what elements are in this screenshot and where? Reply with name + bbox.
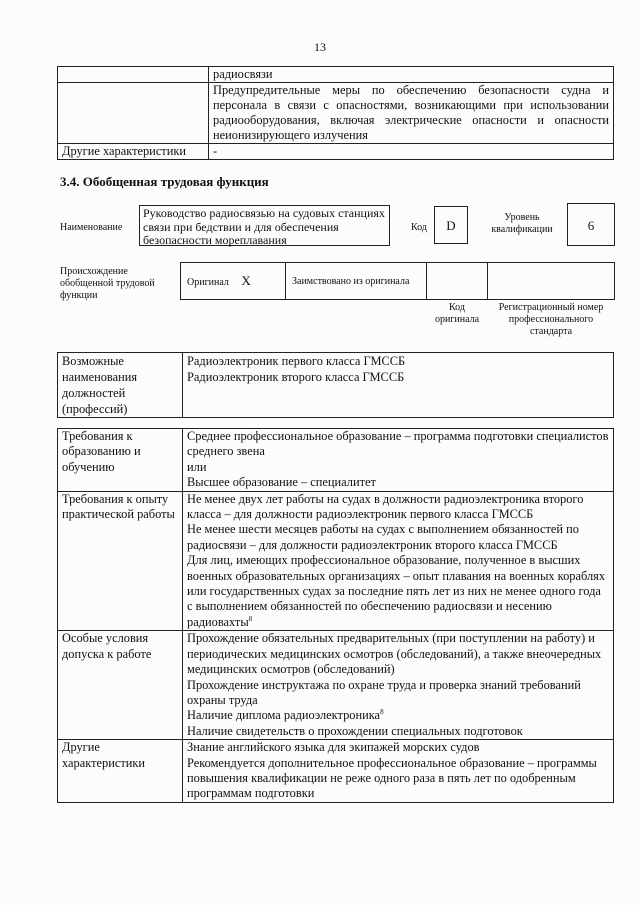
possible-positions-table bbox=[57, 352, 614, 418]
qualification-level-label: Уровень квалификации bbox=[491, 212, 553, 235]
text-line: Рекомендуется дополнительное профессиональное образование – программы повышения квалификации не реже одного раза в пять лет по одобренным программам подготовки bbox=[187, 755, 597, 801]
experience-values bbox=[183, 491, 614, 631]
text-line: Знание английского языка для экипажей морских судов bbox=[187, 740, 480, 755]
requirements-table bbox=[57, 428, 614, 803]
function-name-box: Руководство радиосвязью на судовых станциях связи при бедствии и для обеспечения безопасности мореплавания bbox=[139, 205, 390, 246]
qualification-level-box: 6 bbox=[567, 203, 615, 246]
page-number: 13 bbox=[314, 40, 326, 54]
code-box: D bbox=[434, 206, 468, 244]
origin-code-caption: Код оригинала bbox=[434, 302, 480, 325]
original-label: Оригинал bbox=[187, 277, 229, 288]
position-item: Радиоэлектроник второго класса ГМССБ bbox=[187, 370, 405, 384]
text-line: Для лиц, имеющих профессиональное образование, полученное в высших военных образовательных организациях – опыт плавания на военных кораблях или государственных судах за последние пять лет из них не менее одного года с выполнением обязанностей по обеспечению радиосвязи и несению радиовахты$^8$ bbox=[187, 553, 606, 629]
registration-number-caption: Регистрационный номер профессионального стандарта bbox=[498, 302, 604, 337]
text-line: Прохождение инструктажа по охране труда и проверка знаний требований охраны труда bbox=[187, 677, 581, 707]
other-characteristics-label: Другие характеристики bbox=[58, 144, 209, 160]
table-cell: Предупредительные меры по обеспечению безопасности судна и персонала в связи с опасностями, возникающими при использовании радиооборудования, включая электрические опасности и опасности неионизирующего излучения bbox=[209, 83, 614, 144]
origin-label: Происхождение обобщенной трудовой функции bbox=[60, 266, 155, 301]
positions-label: Возможные наименования должностей (профессий) bbox=[58, 353, 183, 418]
table-row bbox=[58, 429, 614, 492]
text-line: Наличие диплома радиоэлектроника$^8$ bbox=[187, 708, 384, 723]
other-characteristics-value: - bbox=[209, 144, 614, 160]
section-title: 3.4. Обобщенная трудовая функция bbox=[60, 174, 269, 189]
special-conditions-label: Особые условия допуска к работе bbox=[58, 631, 183, 740]
footnote-marker: 8 bbox=[380, 708, 384, 717]
original-mark: X bbox=[241, 273, 251, 288]
table-row bbox=[58, 740, 614, 803]
table-cell bbox=[58, 67, 209, 83]
code-label: Код bbox=[411, 222, 427, 233]
experience-label: Требования к опыту практической работы bbox=[58, 491, 183, 631]
table-row bbox=[58, 67, 614, 83]
text-line: Не менее шести месяцев работы на судах с выполнением обязанностей по радиосвязи – для должности радиоэлектроник второго класса ГМССБ bbox=[187, 522, 579, 552]
special-conditions-values bbox=[183, 631, 614, 740]
origin-code-cell bbox=[427, 263, 488, 300]
origin-reg-cell bbox=[488, 263, 615, 300]
text-line: Не менее двух лет работы на судах в должности радиоэлектроника второго класса – для должности радиоэлектроник первого класса ГМССБ bbox=[187, 491, 584, 522]
name-label: Наименование bbox=[60, 222, 123, 233]
positions-values bbox=[183, 353, 614, 418]
text-line: Наличие свидетельств о прохождении специальных подготовок bbox=[187, 723, 523, 738]
table-cell bbox=[58, 83, 209, 144]
text-line: Прохождение обязательных предварительных (при поступлении на работу) и периодических медицинских осмотров (обследований), а также внеочередных медицинских осмотров (обследований) bbox=[187, 631, 602, 677]
position-item: Радиоэлектроник первого класса ГМССБ bbox=[187, 354, 406, 368]
footnote-marker: 8 bbox=[248, 614, 253, 623]
original-cell bbox=[181, 263, 286, 300]
table-row bbox=[181, 263, 615, 300]
previous-function-table-continuation bbox=[57, 66, 614, 160]
table-row bbox=[58, 631, 614, 740]
table-row bbox=[58, 491, 614, 631]
text-line: Высшее образование – специалитет bbox=[187, 475, 376, 490]
origin-table bbox=[180, 262, 615, 300]
table-cell: радиосвязи bbox=[209, 67, 614, 83]
table-row bbox=[58, 83, 614, 144]
borrowed-cell: Заимствовано из оригинала bbox=[286, 263, 427, 300]
table-row bbox=[58, 144, 614, 160]
text-line: или bbox=[187, 459, 207, 474]
education-values bbox=[183, 429, 614, 492]
other-characteristics-values bbox=[183, 740, 614, 803]
text-line: Среднее профессиональное образование – программа подготовки специалистов среднего звена bbox=[187, 429, 609, 459]
other-characteristics-label: Другие характеристики bbox=[58, 740, 183, 803]
education-label: Требования к образованию и обучению bbox=[58, 429, 183, 492]
table-row bbox=[58, 353, 614, 418]
